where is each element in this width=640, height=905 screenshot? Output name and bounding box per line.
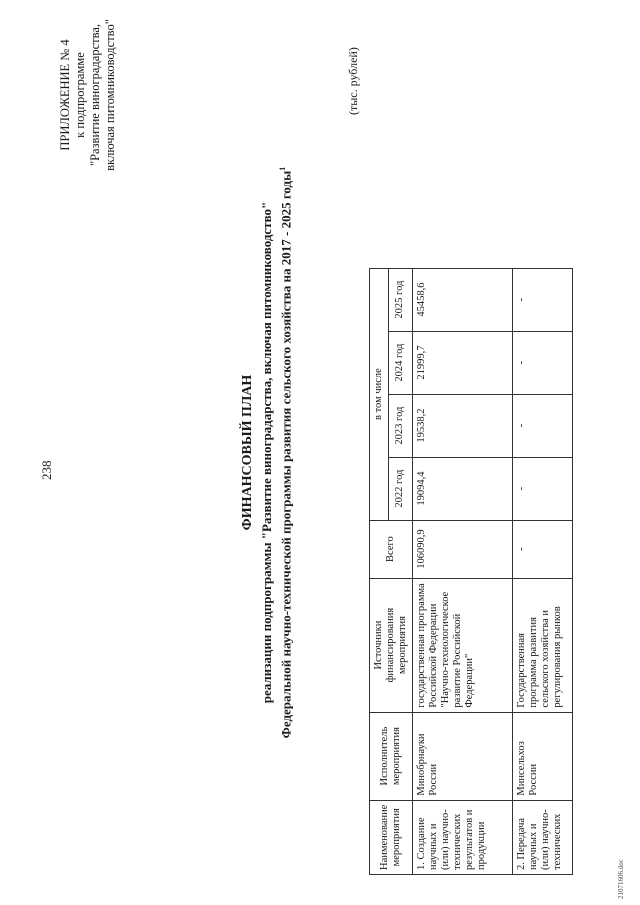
row-2025: 45458,6 <box>413 268 513 331</box>
row-2022: - <box>513 457 573 520</box>
row-executor: Минобрнауки России <box>413 712 513 800</box>
row-2025: - <box>513 268 573 331</box>
page-number: 238 <box>39 460 54 480</box>
header-including: в том числе <box>370 268 389 520</box>
units-label: (тыс. рублей) <box>346 47 360 115</box>
appendix-block <box>58 0 118 195</box>
title-line-3 <box>275 0 294 905</box>
row-2024: 21999,7 <box>413 331 513 394</box>
header-executor: Исполнитель мероприятия <box>370 712 413 800</box>
appendix-line-4: включая питомниководство" <box>103 19 117 171</box>
row-2022: 19094,4 <box>413 457 513 520</box>
financial-plan-table <box>369 268 573 875</box>
footnote-mark: 1 <box>278 166 287 171</box>
header-2024: 2024 год <box>388 331 412 394</box>
appendix-line-1: ПРИЛОЖЕНИЕ № 4 <box>58 39 72 151</box>
header-2022: 2022 год <box>388 457 412 520</box>
row-executor: Минсельхоз России <box>513 712 573 800</box>
document-title <box>240 0 294 905</box>
row-name: 1. Создание научных и (или) научно-технических результатов и продукции <box>413 800 513 874</box>
row-total: 106090,9 <box>413 520 513 578</box>
footer-doc-code: 21071606.doc <box>617 859 625 899</box>
row-name: 2. Передача научных и (или) научно-технических <box>513 800 573 874</box>
header-2025: 2025 год <box>388 268 412 331</box>
row-2024: - <box>513 331 573 394</box>
table-row <box>513 268 573 874</box>
title-line-3-text: Федеральной научно-технической программы развития сельского хозяйства на 2017 - 2025 годы <box>278 170 294 739</box>
row-source: Государственная программа развития сельского хозяйства и регулирования рынков <box>513 578 573 712</box>
row-2023: - <box>513 394 573 457</box>
appendix-line-3: "Развитие виноградарства, <box>88 24 102 166</box>
row-2023: 19538,2 <box>413 394 513 457</box>
title-line-2: реализации подпрограммы "Развитие виноградарства, включая питомниководство" <box>259 201 274 704</box>
header-total: Всего <box>370 520 413 578</box>
appendix-line-2: к подпрограмме <box>73 52 87 138</box>
header-name: Наименование мероприятия <box>370 800 413 874</box>
header-2023: 2023 год <box>388 394 412 457</box>
row-source: государственная программа Российской Федерации "Научно-технологическое развитие Российской Федерации" <box>413 578 513 712</box>
table-header-row-1 <box>370 268 389 874</box>
header-source: Источники финансирования мероприятия <box>370 578 413 712</box>
row-total: - <box>513 520 573 578</box>
table-row <box>413 268 513 874</box>
title-line-1: ФИНАНСОВЫЙ ПЛАН <box>240 374 255 531</box>
